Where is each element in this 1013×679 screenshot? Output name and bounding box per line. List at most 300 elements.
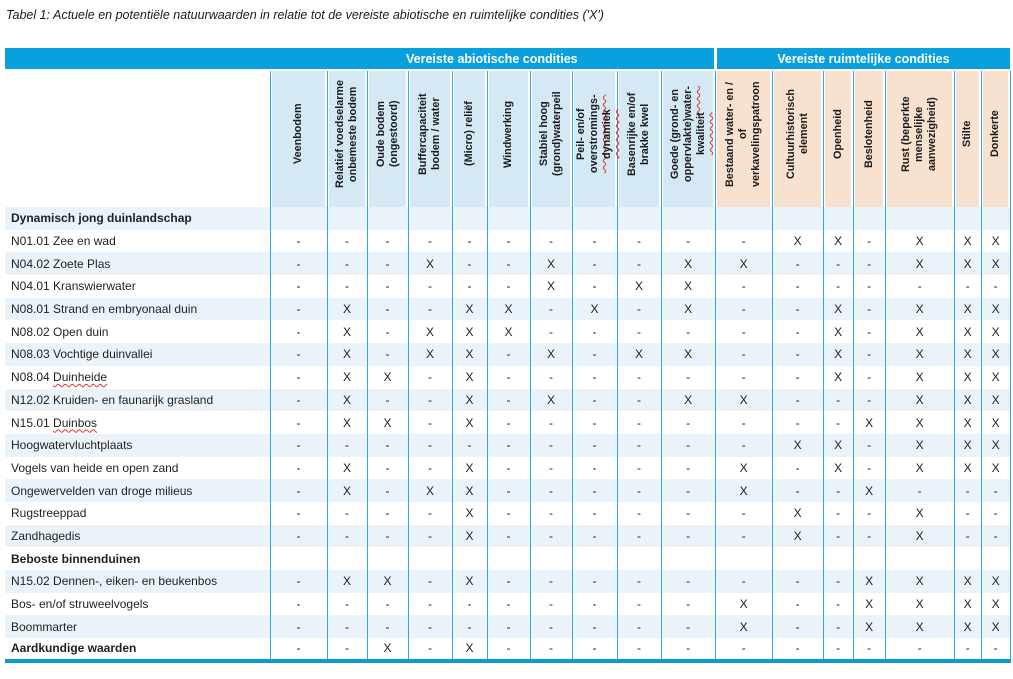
cell: X <box>954 320 981 343</box>
cell: - <box>823 479 853 502</box>
column-header <box>715 70 772 207</box>
cell: - <box>530 525 572 548</box>
cell: - <box>954 479 981 502</box>
cell <box>487 207 530 230</box>
column-header-label: Donkerte <box>989 110 1002 158</box>
cell: - <box>530 457 572 480</box>
cell: - <box>327 275 367 298</box>
cell <box>617 547 661 570</box>
cell: - <box>572 593 617 616</box>
cell: - <box>853 638 885 661</box>
cell: - <box>617 570 661 593</box>
cell: - <box>661 479 715 502</box>
cell: - <box>661 230 715 253</box>
column-header <box>617 70 661 207</box>
cell: - <box>327 638 367 661</box>
cell: - <box>823 525 853 548</box>
cell: - <box>772 570 823 593</box>
cell: X <box>954 298 981 321</box>
cell: - <box>823 411 853 434</box>
cell: X <box>954 366 981 389</box>
row-label: Zandhagedis <box>11 528 81 543</box>
cell: - <box>487 343 530 366</box>
cell: - <box>853 389 885 412</box>
cell: X <box>885 457 954 480</box>
table-row <box>5 638 1010 661</box>
table-row <box>5 525 1010 548</box>
band-spacer <box>5 48 270 70</box>
cell: - <box>408 230 452 253</box>
cell: X <box>885 502 954 525</box>
table-row <box>5 615 1010 638</box>
cell: - <box>270 389 327 412</box>
cell: X <box>487 298 530 321</box>
conditions-table <box>5 48 1011 663</box>
cell: - <box>853 298 885 321</box>
section-row <box>5 207 1010 230</box>
cell: - <box>270 343 327 366</box>
cell: - <box>772 411 823 434</box>
cell: - <box>327 615 367 638</box>
cell: X <box>327 298 367 321</box>
cell: - <box>715 525 772 548</box>
cell: X <box>885 525 954 548</box>
column-header-label: Peil- en/of overstromings- dynamiek <box>575 94 613 174</box>
table-row <box>5 570 1010 593</box>
cell <box>327 547 367 570</box>
cell: - <box>487 570 530 593</box>
cell: X <box>954 593 981 616</box>
cell: - <box>270 434 327 457</box>
column-header-label: Cultuurhistorisch element <box>784 89 810 179</box>
column-header-label: Stilte <box>961 120 974 148</box>
cell: - <box>661 570 715 593</box>
column-header <box>853 70 885 207</box>
cell: - <box>772 366 823 389</box>
column-header <box>367 70 408 207</box>
cell: - <box>772 479 823 502</box>
cell: X <box>452 525 487 548</box>
cell: - <box>853 457 885 480</box>
row-label: Bos- en/of struweelvogels <box>11 597 149 612</box>
cell: X <box>885 411 954 434</box>
cell: X <box>823 298 853 321</box>
cell: - <box>572 343 617 366</box>
row-label: Boommarter <box>11 619 78 634</box>
cell: - <box>367 502 408 525</box>
column-header <box>487 70 530 207</box>
table-row <box>5 411 1010 434</box>
cell: X <box>885 366 954 389</box>
cell <box>452 207 487 230</box>
cell: - <box>270 570 327 593</box>
cell: - <box>408 411 452 434</box>
cell: - <box>853 343 885 366</box>
cell: - <box>715 502 772 525</box>
cell: - <box>661 366 715 389</box>
cell <box>530 207 572 230</box>
cell: - <box>772 457 823 480</box>
table-row <box>5 320 1010 343</box>
cell: - <box>487 434 530 457</box>
cell <box>823 207 853 230</box>
cell: - <box>572 252 617 275</box>
cell: X <box>715 479 772 502</box>
cell: - <box>661 457 715 480</box>
cell: X <box>327 479 367 502</box>
cell: X <box>661 298 715 321</box>
cell: - <box>617 230 661 253</box>
cell: - <box>487 525 530 548</box>
cell: - <box>327 252 367 275</box>
cell: - <box>715 411 772 434</box>
row-label: N01.01 Zee en wad <box>11 234 116 249</box>
cell: - <box>487 502 530 525</box>
row-label: N08.03 Vochtige duinvallei <box>11 347 153 362</box>
cell: X <box>981 298 1010 321</box>
cell: - <box>408 615 452 638</box>
cell: - <box>270 275 327 298</box>
cell <box>327 207 367 230</box>
cell: - <box>530 230 572 253</box>
column-header <box>772 70 823 207</box>
cell: X <box>661 389 715 412</box>
cell: - <box>408 434 452 457</box>
cell: X <box>981 411 1010 434</box>
cell: - <box>270 615 327 638</box>
cell: X <box>452 411 487 434</box>
cell: X <box>981 389 1010 412</box>
column-header-label: Oude bodem (ongestoord) <box>374 100 400 168</box>
cell: X <box>408 320 452 343</box>
column-header-label: Openheid <box>831 109 844 159</box>
cell: - <box>572 230 617 253</box>
cell: X <box>530 389 572 412</box>
cell: - <box>530 593 572 616</box>
cell: - <box>661 593 715 616</box>
cell: - <box>617 525 661 548</box>
cell: X <box>661 275 715 298</box>
row-label: N08.01 Strand en embryonaal duin <box>11 302 198 317</box>
cell: X <box>715 593 772 616</box>
cell: - <box>487 638 530 661</box>
cell: X <box>327 343 367 366</box>
cell: X <box>981 343 1010 366</box>
cell: - <box>270 230 327 253</box>
cell: - <box>270 457 327 480</box>
cell: X <box>408 252 452 275</box>
table-row <box>5 593 1010 616</box>
cell: X <box>981 593 1010 616</box>
cell: X <box>885 230 954 253</box>
column-header <box>327 70 367 207</box>
cell <box>772 547 823 570</box>
cell: X <box>452 457 487 480</box>
cell: - <box>572 320 617 343</box>
cell: - <box>367 434 408 457</box>
row-label: N12.02 Kruiden- en faunarijk grasland <box>11 392 214 407</box>
cell: X <box>367 570 408 593</box>
cell: X <box>823 343 853 366</box>
column-header <box>452 70 487 207</box>
cell: - <box>617 252 661 275</box>
table-row <box>5 230 1010 253</box>
cell: - <box>530 615 572 638</box>
cell: - <box>572 366 617 389</box>
column-header-label: Bestaand water- en / of verkavelingspatroon <box>724 81 763 187</box>
cell: X <box>885 389 954 412</box>
cell: - <box>487 230 530 253</box>
cell: X <box>452 320 487 343</box>
cell: - <box>572 479 617 502</box>
cell: - <box>885 638 954 661</box>
cell: X <box>530 252 572 275</box>
cell: - <box>617 479 661 502</box>
cell: - <box>530 638 572 661</box>
cell: X <box>530 275 572 298</box>
cell: - <box>885 479 954 502</box>
cell: - <box>572 434 617 457</box>
cell: - <box>853 252 885 275</box>
cell: X <box>452 638 487 661</box>
cell: - <box>661 320 715 343</box>
cell: X <box>617 343 661 366</box>
cell: - <box>617 593 661 616</box>
cell: X <box>452 479 487 502</box>
column-header-label: Basenrijke en/of brakke kwel <box>626 92 651 176</box>
cell: - <box>853 230 885 253</box>
cell: - <box>772 593 823 616</box>
cell: - <box>487 457 530 480</box>
cell: - <box>530 479 572 502</box>
column-header-row <box>5 70 1010 207</box>
table-row <box>5 252 1010 275</box>
cell: - <box>367 457 408 480</box>
cell: - <box>823 615 853 638</box>
cell: X <box>954 615 981 638</box>
cell: X <box>452 389 487 412</box>
cell: - <box>772 320 823 343</box>
column-header-label: Stabiel hoog (grond)waterpeil <box>538 91 563 177</box>
cell <box>885 207 954 230</box>
cell: - <box>487 366 530 389</box>
cell: - <box>270 411 327 434</box>
cell: - <box>452 615 487 638</box>
cell: - <box>327 434 367 457</box>
cell: - <box>572 411 617 434</box>
column-header <box>530 70 572 207</box>
cell <box>617 207 661 230</box>
cell: - <box>530 502 572 525</box>
cell: - <box>327 525 367 548</box>
cell: X <box>981 434 1010 457</box>
cell: X <box>572 298 617 321</box>
cell: X <box>853 615 885 638</box>
cell <box>572 547 617 570</box>
column-header <box>954 70 981 207</box>
cell: - <box>954 275 981 298</box>
cell: - <box>954 502 981 525</box>
row-label: Vogels van heide en open zand <box>11 460 179 475</box>
cell: - <box>270 593 327 616</box>
cell: X <box>327 389 367 412</box>
group-band-row <box>5 48 1010 70</box>
cell: - <box>408 502 452 525</box>
band-abiotic: Vereiste abiotische condities <box>270 48 715 70</box>
cell <box>572 207 617 230</box>
column-header <box>823 70 853 207</box>
cell: X <box>954 389 981 412</box>
cell: - <box>617 615 661 638</box>
cell: - <box>981 502 1010 525</box>
cell: - <box>572 638 617 661</box>
cell: X <box>954 457 981 480</box>
cell: - <box>572 457 617 480</box>
row-label: Ongewervelden van droge milieus <box>11 483 193 498</box>
cell: X <box>885 343 954 366</box>
cell: - <box>617 457 661 480</box>
cell <box>954 547 981 570</box>
cell: - <box>772 389 823 412</box>
cell: - <box>661 411 715 434</box>
cell <box>530 547 572 570</box>
cell: - <box>408 389 452 412</box>
cell: X <box>487 320 530 343</box>
cell: X <box>885 298 954 321</box>
cell <box>661 207 715 230</box>
cell: - <box>367 343 408 366</box>
cell: - <box>823 570 853 593</box>
cell: - <box>715 343 772 366</box>
column-header <box>408 70 452 207</box>
cell: X <box>954 411 981 434</box>
cell: X <box>327 457 367 480</box>
row-label: Rugstreeppad <box>11 506 87 521</box>
cell: - <box>617 411 661 434</box>
cell: X <box>823 434 853 457</box>
cell: - <box>661 525 715 548</box>
cell: X <box>823 230 853 253</box>
column-header <box>885 70 954 207</box>
cell <box>823 547 853 570</box>
cell: - <box>487 615 530 638</box>
cell: - <box>853 502 885 525</box>
cell: - <box>772 638 823 661</box>
cell: - <box>327 502 367 525</box>
cell: - <box>530 434 572 457</box>
cell: - <box>367 389 408 412</box>
cell: - <box>572 389 617 412</box>
cell: - <box>772 615 823 638</box>
column-header-label: Windwerking <box>502 100 514 168</box>
cell: - <box>981 525 1010 548</box>
cell <box>715 207 772 230</box>
cell: - <box>617 298 661 321</box>
cell: X <box>981 366 1010 389</box>
cell: X <box>327 411 367 434</box>
cell: - <box>408 570 452 593</box>
cell: - <box>885 275 954 298</box>
table-row <box>5 343 1010 366</box>
cell <box>954 207 981 230</box>
cell: - <box>367 525 408 548</box>
cell: - <box>367 615 408 638</box>
cell: X <box>327 366 367 389</box>
cell: - <box>617 389 661 412</box>
cell <box>853 207 885 230</box>
cell: - <box>823 638 853 661</box>
cell: - <box>661 615 715 638</box>
cell: X <box>367 366 408 389</box>
cell: - <box>661 434 715 457</box>
cell <box>487 547 530 570</box>
cell: - <box>367 252 408 275</box>
cell: - <box>572 502 617 525</box>
cell: X <box>452 570 487 593</box>
cell: - <box>572 275 617 298</box>
column-header-label: Goede (grond- en oppervlakte)water- kwaliteit <box>668 86 707 183</box>
section-label: Beboste binnenduinen <box>11 551 141 566</box>
table-row <box>5 479 1010 502</box>
cell: - <box>981 275 1010 298</box>
cell: X <box>772 434 823 457</box>
cell: X <box>954 230 981 253</box>
section-label: Dynamisch jong duinlandschap <box>11 211 192 226</box>
cell: X <box>327 320 367 343</box>
cell: - <box>853 366 885 389</box>
cell <box>661 547 715 570</box>
cell: - <box>617 320 661 343</box>
column-header-label: (Micro) reliëf <box>463 101 475 167</box>
cell <box>715 547 772 570</box>
cell: X <box>530 343 572 366</box>
cell: X <box>981 230 1010 253</box>
cell: X <box>452 502 487 525</box>
cell: - <box>572 525 617 548</box>
cell: - <box>367 479 408 502</box>
cell: - <box>487 275 530 298</box>
cell: - <box>853 434 885 457</box>
cell: - <box>823 252 853 275</box>
cell: - <box>452 230 487 253</box>
cell: X <box>981 615 1010 638</box>
cell: X <box>981 320 1010 343</box>
cell: - <box>367 320 408 343</box>
cell: X <box>772 525 823 548</box>
cell: - <box>452 434 487 457</box>
cell: - <box>327 593 367 616</box>
cell: - <box>853 525 885 548</box>
cell: - <box>408 525 452 548</box>
row-label: N08.04 Duinheide <box>11 370 108 385</box>
cell: - <box>772 275 823 298</box>
cell: X <box>367 638 408 661</box>
cell: - <box>270 366 327 389</box>
cell: X <box>715 389 772 412</box>
cell: X <box>823 366 853 389</box>
cell: - <box>270 638 327 661</box>
cell: X <box>853 411 885 434</box>
cell: X <box>367 411 408 434</box>
row-label: N04.01 Kranswierwater <box>11 279 136 294</box>
table-row <box>5 275 1010 298</box>
cell: - <box>270 320 327 343</box>
column-header <box>661 70 715 207</box>
cell: X <box>772 502 823 525</box>
cell: X <box>661 343 715 366</box>
cell <box>772 207 823 230</box>
cell: X <box>885 593 954 616</box>
